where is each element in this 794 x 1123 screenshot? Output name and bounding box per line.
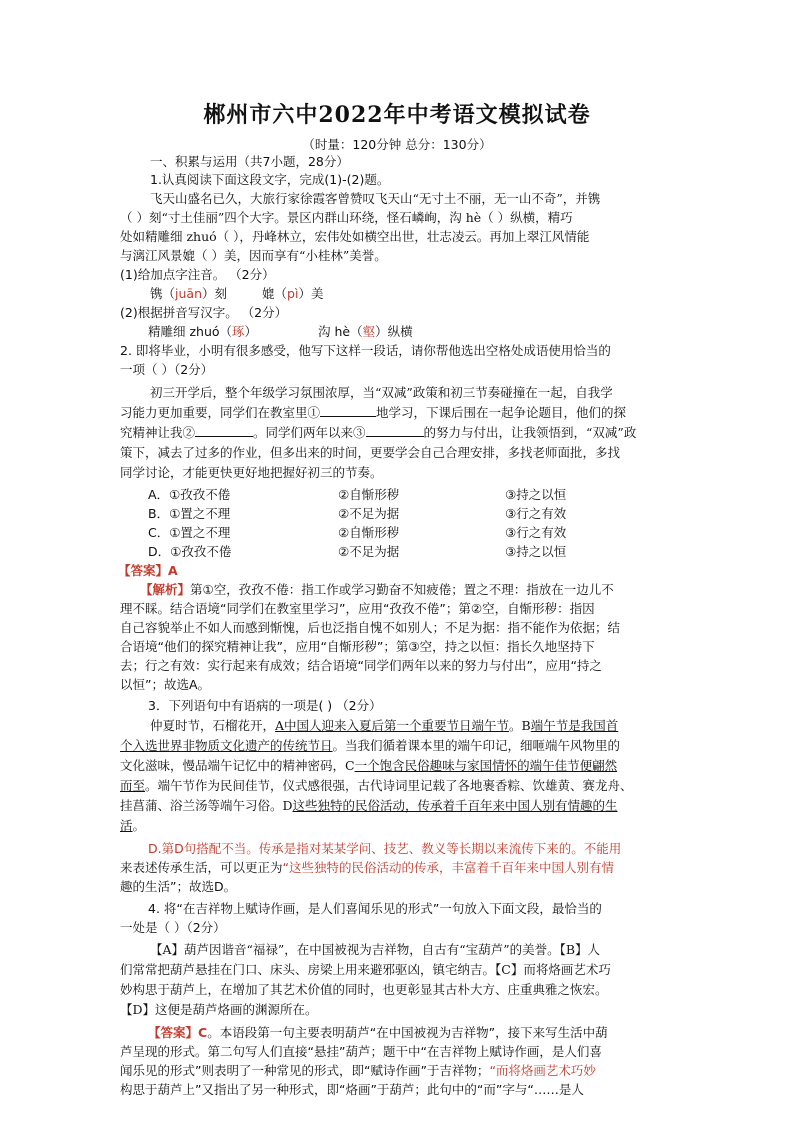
underlined-sentence: 个入选世界非物质文化遗产的传统节日 xyxy=(120,738,333,753)
q2-option-b: ②不足为据 xyxy=(338,506,400,521)
q4-stem: 4. 将“在吉祥物上赋诗作画，是人们喜闻乐见的形式”一句放入下面文段，最恰当的 xyxy=(148,901,602,916)
word-suffix: ）刻 xyxy=(202,286,228,301)
passage-text: 习能力更加重要，同学们在教室里① xyxy=(120,405,321,420)
word-suffix: ）美 xyxy=(298,286,324,301)
explanation-text: 第①空，孜孜不倦：指工作或学习勤奋不知疲倦；置之不理：指放在一边儿不 xyxy=(190,582,614,597)
q4-explanation-line xyxy=(120,1062,596,1079)
q4-stem: 一处是（ ）（2分） xyxy=(120,920,226,935)
passage-text: 。B xyxy=(509,718,531,733)
word-prefix: 沟 hè（ xyxy=(318,324,363,339)
q2-option-b: ②自惭形秽 xyxy=(338,525,400,540)
q3-passage-line xyxy=(120,797,618,814)
q1-passage-line: 与漓江风景媲（ ）美，因而享有“小桂林”美誉。 xyxy=(120,248,387,263)
q2-option-a: D．①孜孜不倦 xyxy=(148,544,232,559)
fill-blank xyxy=(320,404,376,417)
explanation-text: 闻乐见的形式”则表明了一种常见的形式，即“赋诗作画”于吉祥物； xyxy=(120,1063,490,1078)
explanation-highlight: “而将烙画艺术巧妙 xyxy=(489,1063,596,1078)
q2-option-c: ③持之以恒 xyxy=(505,487,567,502)
q2-option-a: C．①置之不理 xyxy=(148,525,231,540)
passage-text: 。 xyxy=(132,818,146,833)
underlined-sentence: 这些独特的民俗活动，传承着千百年来中国人别有情趣的生 xyxy=(292,798,618,813)
passage-text: 。端午节作为民间佳节，仪式感很强，古代诗词里记载了各地裹香粽、饮雄黄、赛龙舟、 xyxy=(145,778,633,793)
word-prefix: 媲（ xyxy=(262,286,288,301)
q1-passage-line: 飞天山盛名已久，大旅行家徐霞客曾赞叹飞天山“无寸土不丽，无一山不奇”，并镌 xyxy=(150,191,601,206)
explanation-text: 。本语段第一句主要表明葫芦“在中国被视为吉祥物”，接下来写生活中葫 xyxy=(207,1025,608,1040)
underlined-sentence: 端午节是我国首 xyxy=(530,718,619,733)
pinyin-answer: pì xyxy=(287,286,299,301)
character-answer: 壑 xyxy=(362,324,376,339)
q2-explanation-line: 以恒”；故选A。 xyxy=(120,677,211,692)
section-heading: 一、积累与运用（共7小题，28分） xyxy=(150,154,349,169)
q2-explanation-line xyxy=(140,581,614,598)
q3-passage-line xyxy=(150,717,618,734)
q3-passage-line xyxy=(120,757,617,774)
underlined-sentence: 而至 xyxy=(120,778,146,793)
passage-text: 仲夏时节，石榴花开， xyxy=(150,718,276,733)
explanation-text: 来表述传承生活，可以更正为 xyxy=(120,860,283,875)
q3-explanation-line xyxy=(120,859,614,876)
passage-text: 的努力与付出，让我领悟到，“双减”政 xyxy=(423,425,637,440)
q4-explanation-line xyxy=(148,1024,608,1041)
word-prefix: 精雕细 zhuó（ xyxy=(148,324,233,339)
q4-explanation-line: 芦呈现的形式。第二句写人们直接“悬挂”葫芦；题干中“在吉祥物上赋诗作画，是人们喜 xyxy=(120,1044,602,1059)
q2-explanation-line: 去；行之有效：实行起来有成效；结合语境“同学们两年以来的努力与付出”，应用“持之 xyxy=(120,658,602,673)
underlined-sentence: 一个饱含民俗趣味与家国情怀的端午佳节便翩然 xyxy=(354,758,618,773)
word-prefix: 镌（ xyxy=(150,286,176,301)
q2-option-a: B．①置之不理 xyxy=(148,506,231,521)
exam-time-score: （时量：120分钟 总分：130分） xyxy=(302,137,492,152)
q4-passage-line: 们常常把葫芦悬挂在门口、床头、房梁上用来避邪驱凶，镇宅纳吉。【C】而将烙画艺术巧 xyxy=(120,962,611,977)
q2-option-b: ②自惭形秽 xyxy=(338,487,400,502)
underlined-sentence: A中国人迎来入夏后第一个重要节日端午节 xyxy=(275,718,510,733)
page-title: 郴州市六中2022年中考语文模拟试卷 xyxy=(203,102,591,128)
q1-sub-answer xyxy=(150,285,227,302)
q2-stem: 一项（ ）（2分） xyxy=(120,362,214,377)
passage-text: 文化滋味，慢品端午记忆中的精神密码，C xyxy=(120,758,355,773)
q2-option-b: ②不足为据 xyxy=(338,544,400,559)
q2-option-c: ③行之有效 xyxy=(505,525,567,540)
explanation-highlight: “这些独特的民俗活动的传承，丰富着千百年来中国人别有情 xyxy=(282,860,614,875)
q2-passage-line: 策下，减去了过多的作业，但多出来的时间，更要学会自己合理安排，多找老师面批，多找 xyxy=(120,445,621,460)
q1-sub-answer xyxy=(148,323,257,340)
q3-passage-line xyxy=(120,737,620,754)
q2-passage-line xyxy=(120,404,626,421)
q4-answer: 【答案】C xyxy=(148,1025,208,1040)
q3-explanation-line: D.第D句搭配不当。传承是指对某某学问、技艺、教义等长期以来流传下来的。不能用 xyxy=(148,841,622,856)
q4-passage-line: 【A】葫芦因谐音“福禄”，在中国被视为吉祥物，自古有“宝葫芦”的美誉。【B】人 xyxy=(150,942,601,957)
q1-intro: 1.认真阅读下面这段文字，完成(1)-(2)题。 xyxy=(150,172,390,187)
q4-explanation-line: 构思于葫芦上”又指出了另一种形式，即“烙画”于葫芦；此句中的“而”字与“……是人 xyxy=(120,1082,584,1097)
fill-blank xyxy=(195,424,253,437)
q2-option-c: ③持之以恒 xyxy=(505,544,567,559)
q2-explanation-line: 合语境“他们的探究精神让我”，应用“自惭形秽”；第③空，持之以恒：指长久地坚持下 xyxy=(120,639,595,654)
passage-text: 。当我们循着课本里的端午印记，细咂端午风物里的 xyxy=(332,738,621,753)
q1-sub-answer xyxy=(262,285,323,302)
q2-answer: 【答案】A xyxy=(118,563,178,578)
q2-option-c: ③行之有效 xyxy=(505,506,567,521)
q1-passage-line: 处如精雕细 zhuó（ ），丹峰林立，宏伟处如横空出世，壮志凌云。再加上翠江风情能 xyxy=(120,229,590,244)
q2-passage-line: 同学讨论，才能更快更好地把握好初三的节奏。 xyxy=(120,465,383,480)
q2-explanation-line: 理不睬。结合语境“同学们在教室里学习”，应用“孜孜不倦”；第②空，自惭形秽：指因 xyxy=(120,601,595,616)
q2-stem: 2. 即将毕业，小明有很多感受，他写下这样一段话，请你帮他选出空格处成语使用恰当的 xyxy=(120,343,611,358)
q1-sub-question: (2)根据拼音写汉字。 （2分） xyxy=(120,305,288,320)
explanation-tag: 【解析】 xyxy=(140,582,191,597)
q2-option-a: A．①孜孜不倦 xyxy=(148,487,231,502)
word-suffix: ）纵横 xyxy=(375,324,413,339)
q1-sub-question: (1)给加点字注音。 （2分） xyxy=(120,267,275,282)
q3-passage-line xyxy=(120,777,633,794)
q1-passage-line: （ ）刻“寸土佳丽”四个大字。景区内群山环绕，怪石嶙峋，沟 hè（ ）纵横，精巧 xyxy=(120,210,573,225)
passage-text: 地学习，下课后围在一起争论题目，他们的探 xyxy=(376,405,627,420)
passage-text: 。同学们两年以来③ xyxy=(253,425,366,440)
pinyin-answer: juān xyxy=(175,286,202,301)
q3-stem: 3．下列语句中有语病的一项是( ) （2分） xyxy=(148,698,382,713)
underlined-sentence: 活 xyxy=(120,818,133,833)
q2-passage-line xyxy=(120,424,636,441)
q4-passage-line: 【D】这便是葫芦烙画的渊源所在。 xyxy=(120,1002,318,1017)
q1-sub-answer xyxy=(318,323,413,340)
fill-blank xyxy=(366,424,424,437)
q3-passage-line xyxy=(120,817,145,834)
q3-explanation-line: 趣的生活”；故选D。 xyxy=(120,879,237,894)
q2-explanation-line: 自己容貌举止不如人而感到惭愧，后也泛指自愧不如别人；不足为据：指不能作为依据；结 xyxy=(120,620,621,635)
q2-passage-line: 初三开学后，整个年级学习氛围浓厚，当“双减”政策和初三节奏碰撞在一起，自我学 xyxy=(150,385,613,400)
word-suffix: ） xyxy=(244,324,258,339)
character-answer: 琢 xyxy=(232,324,245,339)
q4-passage-line: 妙构思于葫芦上，在增加了其艺术价值的同时，也更彰显其古朴大方、庄重典雅之恢宏。 xyxy=(120,982,608,997)
passage-text: 究精神让我② xyxy=(120,425,196,440)
passage-text: 挂菖蒲、浴兰汤等端午习俗。D xyxy=(120,798,293,813)
